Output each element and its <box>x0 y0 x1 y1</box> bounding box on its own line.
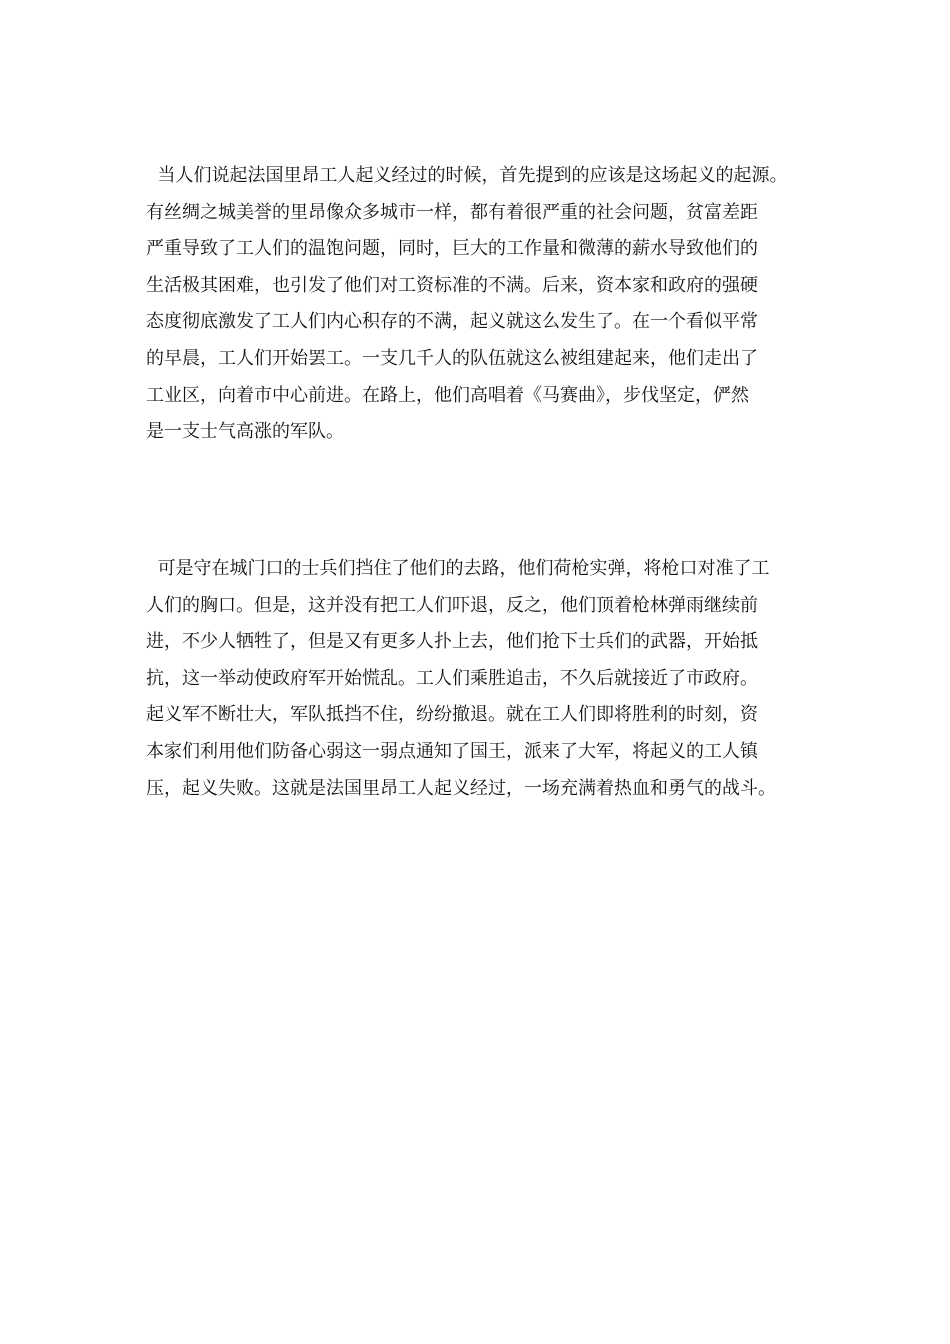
text-line: 压，起义失败。这就是法国里昂工人起义经过，一场充满着热血和勇气的战斗。 <box>146 777 776 799</box>
paragraph-origin <box>146 163 826 456</box>
text-line: 生活极其困难，也引发了他们对工资标准的不满。后来，资本家和政府的强硬 <box>146 274 758 296</box>
text-line: 进，不少人牺牲了，但是又有更多人扑上去，他们抢下士兵们的武器，开始抵 <box>146 631 758 653</box>
paragraph-battle <box>146 556 826 812</box>
text-line: 是一支士气高涨的军队。 <box>146 421 344 443</box>
text-line: 起义军不断壮大，军队抵挡不住，纷纷撤退。就在工人们即将胜利的时刻，资 <box>146 704 758 726</box>
text-line: 态度彻底激发了工人们内心积存的不满，起义就这么发生了。在一个看似平常 <box>146 311 758 333</box>
text-line: 的早晨，工人们开始罢工。一支几千人的队伍就这么被组建起来，他们走出了 <box>146 347 758 369</box>
text-line: 本家们利用他们防备心弱这一弱点通知了国王，派来了大军，将起义的工人镇 <box>146 740 758 762</box>
text-line: 可是守在城门口的士兵们挡住了他们的去路，他们荷枪实弹，将枪口对准了工 <box>146 558 770 579</box>
text-line: 当人们说起法国里昂工人起义经过的时候，首先提到的应该是这场起义的起源。 <box>146 165 788 186</box>
text-line: 有丝绸之城美誉的里昂像众多城市一样，都有着很严重的社会问题，贫富差距 <box>146 201 758 223</box>
text-line: 工业区，向着市中心前进。在路上，他们高唱着《马赛曲》，步伐坚定，俨然 <box>146 384 749 406</box>
text-line: 严重导致了工人们的温饱问题，同时，巨大的工作量和微薄的薪水导致他们的 <box>146 238 758 260</box>
text-line: 抗，这一举动使政府军开始慌乱。工人们乘胜追击，不久后就接近了市政府。 <box>146 667 758 689</box>
text-line: 人们的胸口。但是，这并没有把工人们吓退，反之，他们顶着枪林弹雨继续前 <box>146 594 758 616</box>
